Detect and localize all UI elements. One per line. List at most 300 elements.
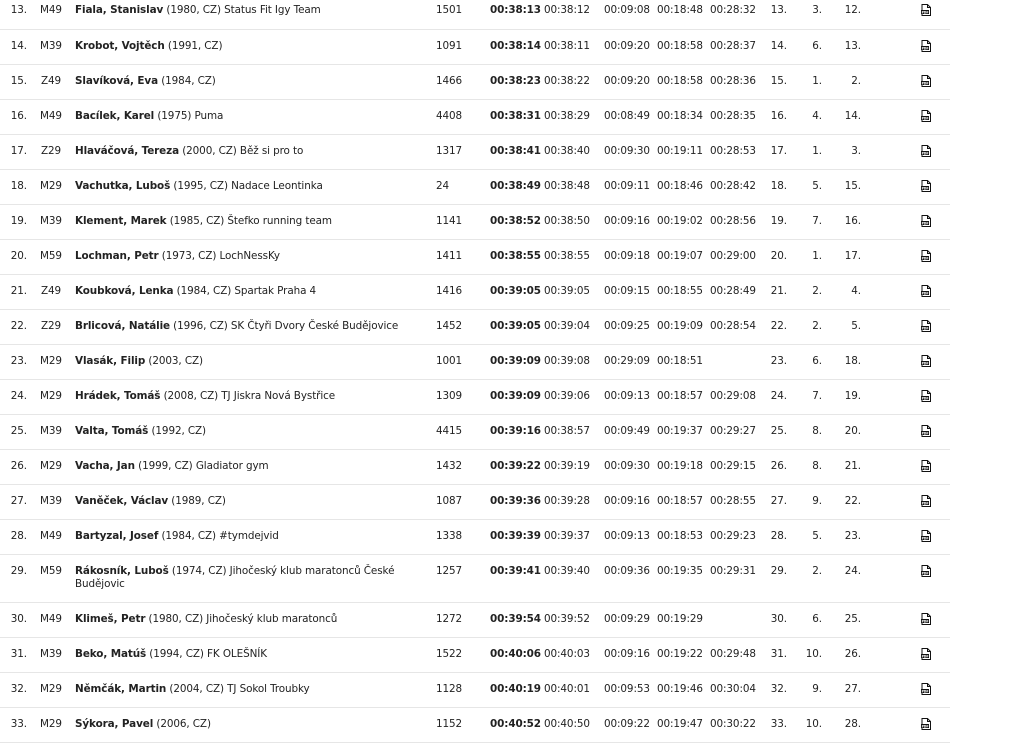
net-time-cell: 00:38:50: [544, 215, 590, 227]
category-cell: M29: [40, 180, 62, 192]
split-1-cell: 00:29:09: [604, 355, 650, 367]
category-place-cell: 2.: [812, 320, 822, 332]
split-2-cell: 00:18:57: [657, 495, 703, 507]
category-cell: M39: [40, 215, 62, 227]
gender-place-cell: 16.: [844, 215, 861, 227]
pdf-icon[interactable]: [921, 460, 932, 473]
split-1-cell: 00:09:13: [604, 530, 650, 542]
overall-place-cell: 13.: [770, 4, 787, 16]
runner-name[interactable]: Vlasák, Filip: [75, 355, 146, 367]
runner-info: (2008, CZ) TJ Jiskra Nová Bystřice: [160, 390, 336, 402]
rank-cell: 21.: [10, 285, 27, 297]
split-3-cell: 00:29:23: [710, 530, 756, 542]
pdf-icon[interactable]: [921, 285, 932, 298]
svg-text:PDF: PDF: [921, 571, 929, 576]
bib-number-cell: 1411: [436, 250, 463, 262]
runner-name[interactable]: Valta, Tomáš: [75, 425, 149, 437]
runner-name[interactable]: Hrádek, Tomáš: [75, 390, 161, 402]
overall-place-cell: 14.: [770, 40, 787, 52]
rank-cell: 15.: [10, 75, 27, 87]
category-place-cell: 1.: [812, 250, 822, 262]
finish-time-cell: 00:39:36: [490, 495, 541, 507]
runner-name[interactable]: Sýkora, Pavel: [75, 718, 154, 730]
finish-time-cell: 00:39:16: [490, 425, 541, 437]
overall-place-cell: 32.: [770, 683, 787, 695]
split-1-cell: 00:09:16: [604, 215, 650, 227]
table-row: [0, 135, 950, 170]
runner-name-cell[interactable]: [75, 648, 425, 661]
category-cell: M29: [40, 390, 62, 402]
split-2-cell: 00:18:58: [657, 75, 703, 87]
runner-name-cell[interactable]: [75, 75, 425, 88]
table-row: [0, 310, 950, 345]
table-row: [0, 415, 950, 450]
split-2-cell: 00:18:57: [657, 390, 703, 402]
split-3-cell: 00:29:27: [710, 425, 756, 437]
runner-name[interactable]: Bartyzal, Josef: [75, 530, 159, 542]
runner-info: (1996, CZ) SK Čtyři Dvory České Budějovice: [169, 320, 399, 332]
runner-name-cell[interactable]: [75, 215, 425, 228]
split-2-cell: 00:18:53: [657, 530, 703, 542]
runner-name[interactable]: Vachutka, Luboš: [75, 180, 171, 192]
split-1-cell: 00:09:30: [604, 460, 650, 472]
runner-info: (1989, CZ): [168, 495, 226, 507]
split-1-cell: 00:09:30: [604, 145, 650, 157]
category-cell: M29: [40, 683, 62, 695]
pdf-icon[interactable]: [921, 145, 932, 158]
split-2-cell: 00:18:34: [657, 110, 703, 122]
runner-name-cell[interactable]: [75, 285, 425, 298]
category-place-cell: 8.: [812, 460, 822, 472]
overall-place-cell: 20.: [770, 250, 787, 262]
category-cell: M49: [40, 530, 62, 542]
rank-cell: 18.: [10, 180, 27, 192]
finish-time-cell: 00:38:23: [490, 75, 541, 87]
net-time-cell: 00:39:28: [544, 495, 590, 507]
split-2-cell: 00:19:46: [657, 683, 703, 695]
net-time-cell: 00:38:57: [544, 425, 590, 437]
pdf-icon[interactable]: [921, 530, 932, 543]
pdf-icon[interactable]: [921, 390, 932, 403]
runner-name[interactable]: Klement, Marek: [75, 215, 167, 227]
split-2-cell: 00:19:29: [657, 613, 703, 625]
table-row: [0, 603, 950, 638]
category-place-cell: 7.: [812, 390, 822, 402]
category-place-cell: 1.: [812, 145, 822, 157]
overall-place-cell: 15.: [770, 75, 787, 87]
split-2-cell: 00:19:18: [657, 460, 703, 472]
gender-place-cell: 14.: [844, 110, 861, 122]
runner-name-cell[interactable]: [75, 110, 425, 123]
table-row: [0, 380, 950, 415]
runner-name-cell[interactable]: [75, 425, 425, 438]
svg-text:PDF: PDF: [921, 501, 929, 506]
svg-text:PDF: PDF: [921, 466, 929, 471]
svg-text:PDF: PDF: [921, 291, 929, 296]
pdf-icon[interactable]: [921, 613, 932, 626]
category-cell: Z29: [40, 145, 62, 157]
runner-info: (1984, CZ) #tymdejvid: [158, 530, 279, 542]
category-place-cell: 9.: [812, 683, 822, 695]
rank-cell: 13.: [10, 4, 27, 16]
gender-place-cell: 4.: [851, 285, 861, 297]
split-1-cell: 00:09:36: [604, 565, 650, 577]
pdf-icon[interactable]: [921, 495, 932, 508]
pdf-icon[interactable]: [921, 180, 932, 193]
runner-name-cell[interactable]: [75, 390, 425, 403]
finish-time-cell: 00:38:31: [490, 110, 541, 122]
svg-text:PDF: PDF: [921, 654, 929, 659]
split-3-cell: 00:29:00: [710, 250, 756, 262]
category-place-cell: 10.: [805, 648, 822, 660]
runner-name[interactable]: Bacílek, Karel: [75, 110, 155, 122]
finish-time-cell: 00:39:22: [490, 460, 541, 472]
pdf-icon[interactable]: [921, 425, 932, 438]
net-time-cell: 00:38:11: [544, 40, 590, 52]
category-place-cell: 5.: [812, 180, 822, 192]
bib-number-cell: 1416: [436, 285, 463, 297]
split-3-cell: 00:30:04: [710, 683, 756, 695]
category-cell: M39: [40, 648, 62, 660]
runner-info: (1992, CZ): [148, 425, 206, 437]
bib-number-cell: 1141: [436, 215, 463, 227]
overall-place-cell: 21.: [770, 285, 787, 297]
runner-name-cell[interactable]: [75, 40, 425, 53]
category-place-cell: 6.: [812, 40, 822, 52]
runner-name-cell[interactable]: [75, 145, 425, 158]
pdf-icon[interactable]: [921, 110, 932, 123]
bib-number-cell: 1317: [436, 145, 463, 157]
category-place-cell: 2.: [812, 565, 822, 577]
category-cell: M49: [40, 4, 62, 16]
bib-number-cell: 1338: [436, 530, 463, 542]
svg-text:PDF: PDF: [921, 536, 929, 541]
gender-place-cell: 20.: [844, 425, 861, 437]
split-3-cell: 00:29:08: [710, 390, 756, 402]
split-1-cell: 00:09:18: [604, 250, 650, 262]
overall-place-cell: 22.: [770, 320, 787, 332]
rank-cell: 27.: [10, 495, 27, 507]
finish-time-cell: 00:40:06: [490, 648, 541, 660]
category-place-cell: 4.: [812, 110, 822, 122]
split-3-cell: 00:29:48: [710, 648, 756, 660]
svg-text:PDF: PDF: [921, 361, 929, 366]
split-3-cell: 00:28:35: [710, 110, 756, 122]
pdf-icon[interactable]: [921, 320, 932, 333]
finish-time-cell: 00:38:49: [490, 180, 541, 192]
split-3-cell: 00:28:42: [710, 180, 756, 192]
rank-cell: 28.: [10, 530, 27, 542]
split-1-cell: 00:09:49: [604, 425, 650, 437]
runner-info: (2000, CZ) Běž si pro to: [179, 145, 304, 157]
category-place-cell: 8.: [812, 425, 822, 437]
rank-cell: 32.: [10, 683, 27, 695]
finish-time-cell: 00:38:13: [490, 4, 541, 16]
runner-info: (2006, CZ): [153, 718, 211, 730]
bib-number-cell: 24: [436, 180, 450, 192]
overall-place-cell: 25.: [770, 425, 787, 437]
gender-place-cell: 2.: [851, 75, 861, 87]
svg-text:PDF: PDF: [921, 151, 929, 156]
bib-number-cell: 4408: [436, 110, 463, 122]
gender-place-cell: 22.: [844, 495, 861, 507]
category-place-cell: 9.: [812, 495, 822, 507]
runner-name[interactable]: Brlicová, Natálie: [75, 320, 170, 332]
finish-time-cell: 00:38:52: [490, 215, 541, 227]
gender-place-cell: 27.: [844, 683, 861, 695]
finish-time-cell: 00:39:39: [490, 530, 541, 542]
svg-text:PDF: PDF: [921, 619, 929, 624]
overall-place-cell: 17.: [770, 145, 787, 157]
pdf-icon[interactable]: [921, 215, 932, 228]
category-cell: M29: [40, 460, 62, 472]
runner-info: (2003, CZ): [145, 355, 203, 367]
overall-place-cell: 33.: [770, 718, 787, 730]
runner-info: (1999, CZ) Gladiator gym: [134, 460, 269, 472]
svg-text:PDF: PDF: [921, 10, 929, 15]
table-row: [0, 708, 950, 743]
category-place-cell: 6.: [812, 355, 822, 367]
runner-name-cell[interactable]: [75, 718, 425, 731]
category-cell: Z49: [40, 285, 62, 297]
category-cell: M39: [40, 495, 62, 507]
table-row: [0, 65, 950, 100]
split-2-cell: 00:18:48: [657, 4, 703, 16]
runner-name-cell[interactable]: [75, 565, 425, 591]
bib-number-cell: 1087: [436, 495, 463, 507]
gender-place-cell: 25.: [844, 613, 861, 625]
runner-name-cell[interactable]: [75, 460, 425, 473]
gender-place-cell: 12.: [844, 4, 861, 16]
overall-place-cell: 27.: [770, 495, 787, 507]
split-2-cell: 00:19:09: [657, 320, 703, 332]
split-1-cell: 00:09:16: [604, 495, 650, 507]
pdf-icon[interactable]: [921, 75, 932, 88]
bib-number-cell: 1432: [436, 460, 463, 472]
runner-name[interactable]: Rákosník, Luboš: [75, 565, 169, 577]
gender-place-cell: 17.: [844, 250, 861, 262]
finish-time-cell: 00:40:52: [490, 718, 541, 730]
pdf-icon[interactable]: [921, 683, 932, 696]
table-row: [0, 638, 950, 673]
gender-place-cell: 13.: [844, 40, 861, 52]
table-row: [0, 673, 950, 708]
overall-place-cell: 24.: [770, 390, 787, 402]
split-3-cell: 00:28:55: [710, 495, 756, 507]
pdf-icon[interactable]: [921, 648, 932, 661]
runner-name-cell[interactable]: [75, 683, 425, 696]
split-2-cell: 00:18:46: [657, 180, 703, 192]
category-cell: Z29: [40, 320, 62, 332]
rank-cell: 30.: [10, 613, 27, 625]
net-time-cell: 00:39:40: [544, 565, 590, 577]
split-3-cell: 00:28:37: [710, 40, 756, 52]
svg-text:PDF: PDF: [921, 81, 929, 86]
category-place-cell: 10.: [805, 718, 822, 730]
finish-time-cell: 00:39:09: [490, 390, 541, 402]
bib-number-cell: 1501: [436, 4, 463, 16]
table-row: [0, 275, 950, 310]
runner-name-cell[interactable]: [75, 250, 425, 263]
category-place-cell: 7.: [812, 215, 822, 227]
overall-place-cell: 30.: [770, 613, 787, 625]
rank-cell: 24.: [10, 390, 27, 402]
rank-cell: 26.: [10, 460, 27, 472]
rank-cell: 20.: [10, 250, 27, 262]
split-3-cell: 00:29:31: [710, 565, 756, 577]
category-cell: M29: [40, 355, 62, 367]
runner-name[interactable]: Krobot, Vojtěch: [75, 40, 165, 52]
gender-place-cell: 3.: [851, 145, 861, 157]
bib-number-cell: 1522: [436, 648, 463, 660]
runner-name-cell[interactable]: [75, 320, 425, 333]
split-2-cell: 00:19:22: [657, 648, 703, 660]
gender-place-cell: 19.: [844, 390, 861, 402]
split-1-cell: 00:09:20: [604, 40, 650, 52]
runner-name[interactable]: Beko, Matúš: [75, 648, 147, 660]
svg-text:PDF: PDF: [921, 431, 929, 436]
table-row: [0, 240, 950, 275]
overall-place-cell: 18.: [770, 180, 787, 192]
runner-name-cell[interactable]: [75, 613, 425, 626]
runner-name-cell[interactable]: [75, 4, 425, 17]
runner-name-cell[interactable]: [75, 355, 425, 368]
table-row: [0, 0, 950, 30]
runner-name[interactable]: Vacha, Jan: [75, 460, 135, 472]
split-3-cell: 00:29:15: [710, 460, 756, 472]
table-row: [0, 485, 950, 520]
rank-cell: 19.: [10, 215, 27, 227]
gender-place-cell: 21.: [844, 460, 861, 472]
bib-number-cell: 1466: [436, 75, 463, 87]
runner-name[interactable]: Lochman, Petr: [75, 250, 159, 262]
finish-time-cell: 00:40:19: [490, 683, 541, 695]
runner-name[interactable]: Slavíková, Eva: [75, 75, 158, 87]
runner-info: (1994, CZ) FK OLEŠNÍK: [146, 648, 267, 660]
split-3-cell: 00:28:32: [710, 4, 756, 16]
category-cell: M49: [40, 110, 62, 122]
net-time-cell: 00:39:08: [544, 355, 590, 367]
runner-name[interactable]: Hlaváčová, Tereza: [75, 145, 179, 157]
runner-name-cell[interactable]: [75, 495, 425, 508]
table-row: [0, 555, 950, 603]
net-time-cell: 00:39:04: [544, 320, 590, 332]
pdf-icon[interactable]: [921, 355, 932, 368]
gender-place-cell: 24.: [844, 565, 861, 577]
split-1-cell: 00:09:11: [604, 180, 650, 192]
runner-info: (1974, CZ) Jihočeský klub maratonců České Budějovic: [75, 565, 395, 590]
bib-number-cell: 1152: [436, 718, 463, 730]
category-place-cell: 6.: [812, 613, 822, 625]
rank-cell: 17.: [10, 145, 27, 157]
split-1-cell: 00:09:16: [604, 648, 650, 660]
split-3-cell: 00:28:36: [710, 75, 756, 87]
svg-text:PDF: PDF: [921, 186, 929, 191]
runner-info: (1980, CZ) Jihočeský klub maratonců: [145, 613, 338, 625]
finish-time-cell: 00:38:55: [490, 250, 541, 262]
runner-name[interactable]: Klimeš, Petr: [75, 613, 146, 625]
category-place-cell: 3.: [812, 4, 822, 16]
runner-info: (2004, CZ) TJ Sokol Troubky: [166, 683, 310, 695]
split-2-cell: 00:19:35: [657, 565, 703, 577]
split-2-cell: 00:19:02: [657, 215, 703, 227]
category-cell: M39: [40, 40, 62, 52]
overall-place-cell: 28.: [770, 530, 787, 542]
pdf-icon[interactable]: [921, 565, 932, 578]
split-2-cell: 00:19:11: [657, 145, 703, 157]
split-3-cell: 00:28:53: [710, 145, 756, 157]
bib-number-cell: 1452: [436, 320, 463, 332]
table-row: [0, 520, 950, 555]
gender-place-cell: 5.: [851, 320, 861, 332]
pdf-icon[interactable]: [921, 40, 932, 53]
runner-name[interactable]: Fiala, Stanislav: [75, 4, 164, 16]
category-place-cell: 5.: [812, 530, 822, 542]
rank-cell: 29.: [10, 565, 27, 577]
split-2-cell: 00:19:07: [657, 250, 703, 262]
split-1-cell: 00:09:13: [604, 390, 650, 402]
pdf-icon[interactable]: [921, 4, 932, 17]
svg-text:PDF: PDF: [921, 256, 929, 261]
runner-name-cell[interactable]: [75, 180, 425, 193]
pdf-icon[interactable]: [921, 718, 932, 731]
net-time-cell: 00:39:37: [544, 530, 590, 542]
net-time-cell: 00:39:52: [544, 613, 590, 625]
rank-cell: 25.: [10, 425, 27, 437]
finish-time-cell: 00:39:41: [490, 565, 541, 577]
runner-info: (1973, CZ) LochNessKy: [158, 250, 280, 262]
split-1-cell: 00:09:15: [604, 285, 650, 297]
overall-place-cell: 19.: [770, 215, 787, 227]
split-2-cell: 00:18:55: [657, 285, 703, 297]
svg-text:PDF: PDF: [921, 116, 929, 121]
split-1-cell: 00:09:22: [604, 718, 650, 730]
split-3-cell: 00:28:49: [710, 285, 756, 297]
runner-name[interactable]: Vaněček, Václav: [75, 495, 169, 507]
runner-info: (1980, CZ) Status Fit Igy Team: [163, 4, 321, 16]
category-cell: Z49: [40, 75, 62, 87]
gender-place-cell: 28.: [844, 718, 861, 730]
split-2-cell: 00:19:37: [657, 425, 703, 437]
svg-text:PDF: PDF: [921, 46, 929, 51]
split-3-cell: 00:30:22: [710, 718, 756, 730]
svg-text:PDF: PDF: [921, 724, 929, 729]
category-place-cell: 2.: [812, 285, 822, 297]
overall-place-cell: 23.: [770, 355, 787, 367]
finish-time-cell: 00:39:05: [490, 320, 541, 332]
runner-name-cell[interactable]: [75, 530, 425, 543]
finish-time-cell: 00:38:14: [490, 40, 541, 52]
split-2-cell: 00:19:47: [657, 718, 703, 730]
category-cell: M59: [40, 250, 62, 262]
runner-name[interactable]: Němčák, Martin: [75, 683, 167, 695]
split-2-cell: 00:18:51: [657, 355, 703, 367]
bib-number-cell: 1128: [436, 683, 463, 695]
runner-name[interactable]: Koubková, Lenka: [75, 285, 174, 297]
pdf-icon[interactable]: [921, 250, 932, 263]
gender-place-cell: 15.: [844, 180, 861, 192]
net-time-cell: 00:38:40: [544, 145, 590, 157]
net-time-cell: 00:38:55: [544, 250, 590, 262]
category-cell: M39: [40, 425, 62, 437]
rank-cell: 14.: [10, 40, 27, 52]
gender-place-cell: 26.: [844, 648, 861, 660]
runner-info: (1985, CZ) Štefko running team: [166, 215, 332, 227]
svg-text:PDF: PDF: [921, 221, 929, 226]
category-cell: M29: [40, 718, 62, 730]
rank-cell: 23.: [10, 355, 27, 367]
svg-text:PDF: PDF: [921, 326, 929, 331]
